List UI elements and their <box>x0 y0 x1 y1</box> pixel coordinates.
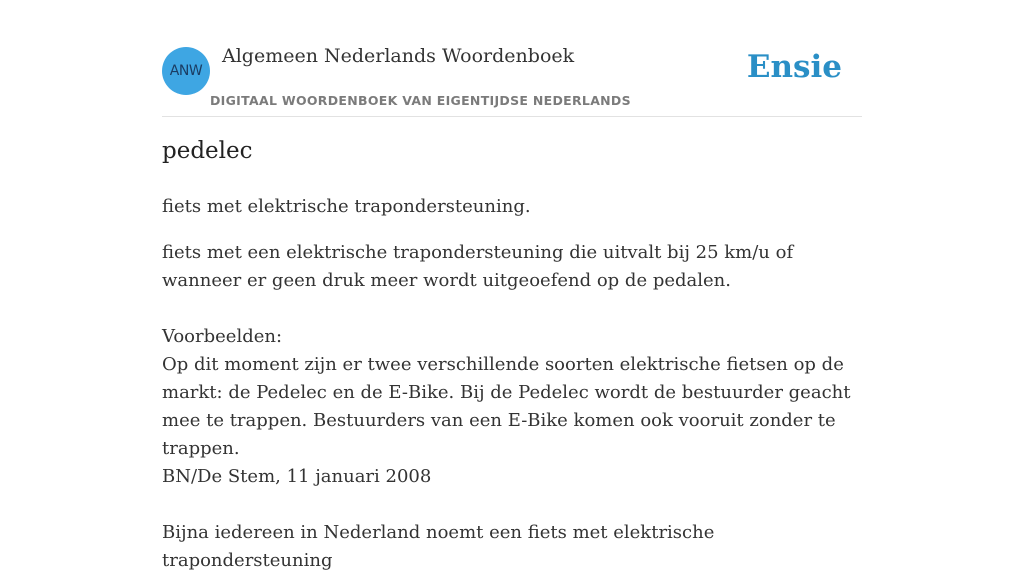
example-quote: Op dit moment zijn er twee verschillende soorten elektrische fietsen op de markt: de Pedelec en de E-Bike. Bij de Pedelec wordt de bestuurder geacht mee te trappen. Bestuurders van een E-Bike komen ook vooruit zonder te trappen. <box>162 354 851 459</box>
site-title[interactable]: Algemeen Nederlands Woordenboek <box>222 45 575 67</box>
short-definition: fiets met elektrische trapondersteuning. <box>162 196 531 217</box>
site-subtitle: DIGITAAL WOORDENBOEK VAN EIGENTIJDSE NEDERLANDS <box>210 93 631 108</box>
entry-body <box>162 239 862 575</box>
entry-word: pedelec <box>162 138 253 164</box>
anw-logo[interactable]: ANW <box>162 47 210 95</box>
examples-label: Voorbeelden: <box>162 326 283 347</box>
example-source: BN/De Stem, 11 januari 2008 <box>162 466 432 487</box>
site-header <box>162 0 862 117</box>
main-container <box>162 0 862 571</box>
ensie-brand-link[interactable]: Ensie <box>746 49 842 85</box>
example-quote: Bijna iedereen in Nederland noemt een fiets met elektrische trapondersteuning <box>162 522 715 571</box>
long-definition: fiets met een elektrische trapondersteuning die uitvalt bij 25 km/u of wanneer er geen druk meer wordt uitgeoefend op de pedalen. <box>162 242 794 291</box>
